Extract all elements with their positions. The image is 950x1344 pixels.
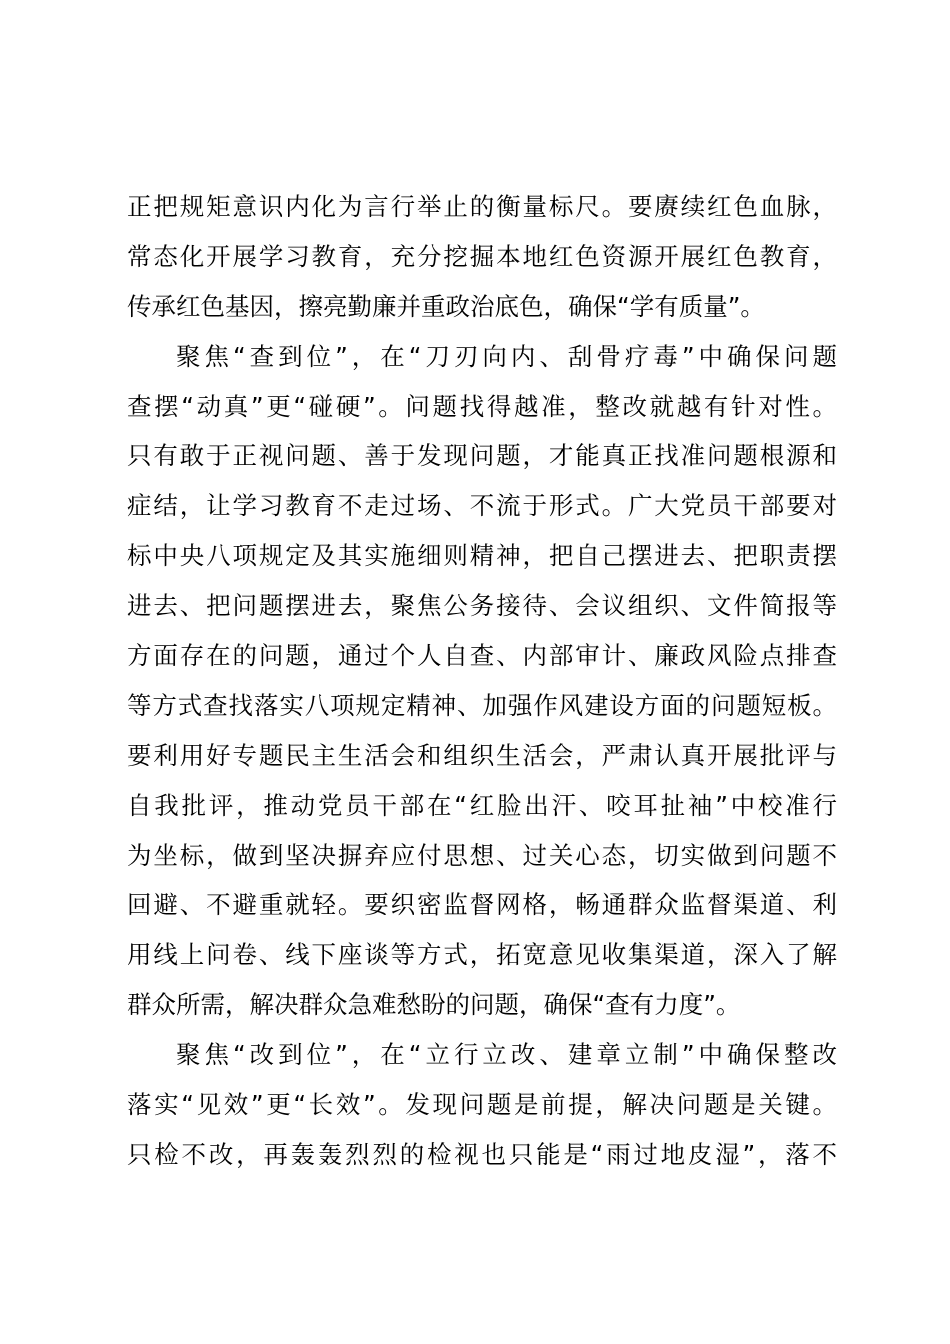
text-line: 等方式查找落实八项规定精神、加强作风建设方面的问题短板。 [127,690,837,720]
text-line: 回避、不避重就轻。要织密监督网格，畅通群众监督渠道、利 [127,890,837,920]
text-line: 正把规矩意识内化为言行举止的衡量标尺。要赓续红色血脉， [127,192,837,221]
text-line: 自我批评，推动党员干部在“红脸出汗、咬耳扯袖”中校准行 [127,790,837,820]
text-line: 聚焦“改到位”，在“立行立改、建章立制”中确保整改 [176,1040,837,1070]
text-line: 只检不改，再轰轰烈烈的检视也只能是“雨过地皮湿”，落不 [127,1139,837,1169]
text-line: 聚焦“查到位”，在“刀刃向内、刮骨疗毒”中确保问题 [176,341,837,371]
text-line: 用线上问卷、线下座谈等方式，拓宽意见收集渠道，深入了解 [127,940,837,970]
text-line: 标中央八项规定及其实施细则精神，把自己摆进去、把职责摆 [127,541,837,571]
text-line: 群众所需，解决群众急难愁盼的问题，确保“查有力度”。 [127,990,741,1020]
text-line: 为坐标，做到坚决摒弃应付思想、过关心态，切实做到问题不 [127,840,837,870]
text-line: 方面存在的问题，通过个人自查、内部审计、廉政风险点排查 [127,641,837,671]
text-line: 查摆“动真”更“碰硬”。问题找得越准，整改就越有针对性。 [127,391,837,421]
text-line: 落实“见效”更“长效”。发现问题是前提，解决问题是关键。 [127,1090,837,1120]
text-line: 进去、把问题摆进去，聚焦公务接待、会议组织、文件简报等 [127,591,837,621]
body-text [127,182,837,1180]
text-line: 症结，让学习教育不走过场、不流于形式。广大党员干部要对 [127,491,837,521]
text-line: 要利用好专题民主生活会和组织生活会，严肃认真开展批评与 [127,740,837,770]
text-line: 传承红色基因，擦亮勤廉并重政治底色，确保“学有质量”。 [127,291,765,321]
text-line: 常态化开展学习教育，充分挖掘本地红色资源开展红色教育， [127,241,837,271]
text-line: 只有敢于正视问题、善于发现问题，才能真正找准问题根源和 [127,441,837,471]
